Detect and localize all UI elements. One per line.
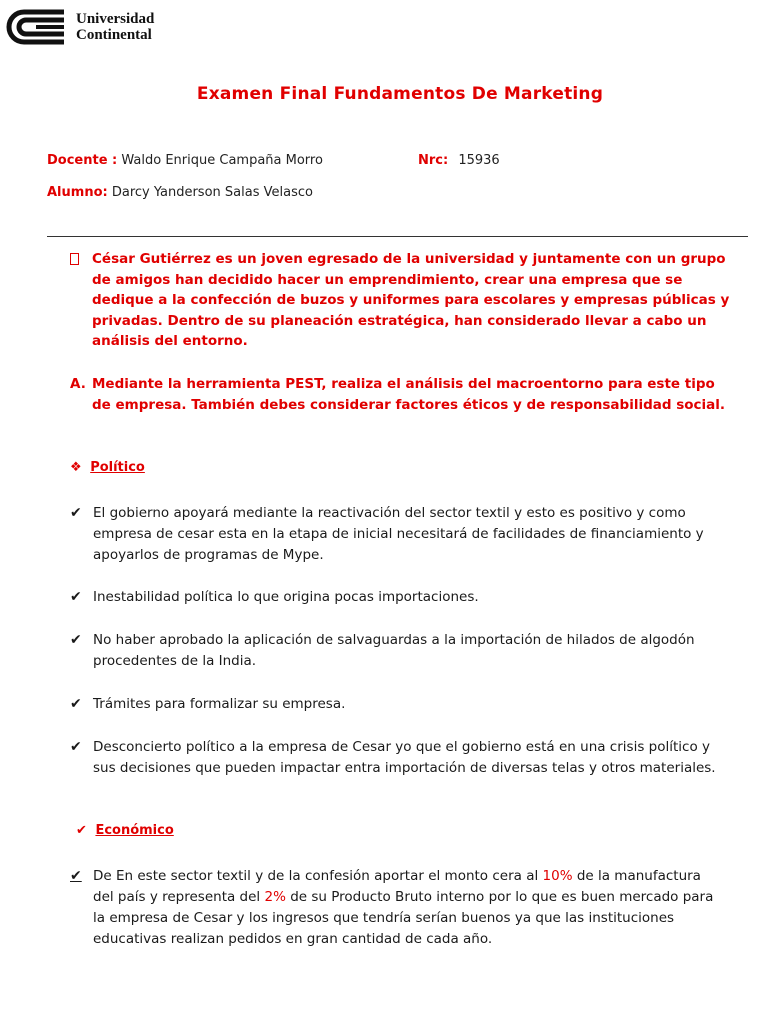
list-item [70, 503, 718, 566]
question-text: Mediante la herramienta PEST, realiza el análisis del macroentorno para este tipo de empresa. También debes considerar factores éticos y de responsabilidad social. [92, 376, 726, 413]
docente-label: Docente : [47, 153, 118, 168]
check-icon: ✔ [70, 589, 82, 605]
university-logo [6, 6, 154, 48]
question-marker: A. [70, 376, 86, 392]
logo-line-1: Universidad [76, 11, 155, 27]
list-item-text [93, 866, 718, 950]
document-title: Examen Final Fundamentos De Marketing [196, 84, 604, 104]
highlight-percent-2: 2% [264, 889, 286, 905]
header-divider [47, 236, 748, 237]
economico-title: Económico [95, 823, 174, 838]
list-item [70, 587, 718, 608]
list-item [70, 630, 718, 672]
politico-heading [70, 460, 145, 475]
list-item-text: Inestabilidad política lo que origina pocas importaciones. [93, 589, 479, 605]
highlight-percent-10: 10% [542, 868, 573, 884]
list-item-text: Desconcierto político a la empresa de Cesar yo que el gobierno está en una crisis político y sus decisiones que pueden impactar entra importación de diversas telas y otros materiales. [93, 739, 716, 776]
list-item [70, 694, 718, 715]
university-logo-text [76, 11, 154, 43]
list-item-text: No haber aprobado la aplicación de salvaguardas a la importación de hilados de algodón procedentes de la India. [93, 632, 695, 669]
economico-heading [76, 823, 174, 838]
check-icon: ✔ [76, 823, 87, 838]
economico-text-1: De En este sector textil y de la confesión aportar el monto cera al [93, 868, 543, 884]
university-logo-icon [6, 6, 68, 48]
list-item-text: El gobierno apoyará mediante la reactivación del sector textil y esto es positivo y como empresa de cesar esta en la etapa de inicial necesitará de facilidades de financiamiento y apoyarlos de programas de Mype. [93, 505, 704, 563]
square-bullet-icon [70, 253, 79, 265]
list-item [70, 866, 718, 950]
check-icon: ✔ [70, 505, 82, 521]
alumno-value: Darcy Yanderson Salas Velasco [111, 185, 313, 200]
logo-line-2: Continental [76, 27, 152, 43]
docente-value: Waldo Enrique Campaña Morro [121, 153, 323, 168]
list-item-text: Trámites para formalizar su empresa. [93, 696, 346, 712]
check-icon: ✔ [70, 868, 82, 884]
check-icon: ✔ [70, 696, 82, 712]
list-item [70, 737, 718, 779]
alumno-row [47, 185, 313, 200]
economico-text-3: de su Producto Bruto interno por lo que es buen mercado para la empresa de Cesar y los ingresos que tendría serían buenos ya que las instituciones educativas realizan pedidos en gran cantidad de cada año. [93, 889, 714, 947]
politico-title: Político [90, 460, 145, 475]
economico-text-2: de la manufactura del país y representa del [93, 868, 701, 905]
diamond-bullet-icon: ❖ [70, 460, 82, 475]
check-icon: ✔ [70, 739, 82, 755]
check-icon: ✔ [70, 632, 82, 648]
docente-row [47, 153, 323, 168]
alumno-label: Alumno: [47, 185, 108, 200]
intro-paragraph: César Gutiérrez es un joven egresado de la universidad y juntamente con un grupo de amigos han decidido hacer un emprendimiento, crear una empresa que se dedique a la confección de buzos y uniformes para escolares y empresas públicas y privadas. Dentro de su planeación estratégica, han considerado llevar a cabo un análisis del entorno. [92, 251, 730, 349]
nrc-value: 15936 [458, 153, 500, 168]
nrc-label: Nrc: [418, 153, 449, 168]
nrc-row [418, 153, 500, 168]
